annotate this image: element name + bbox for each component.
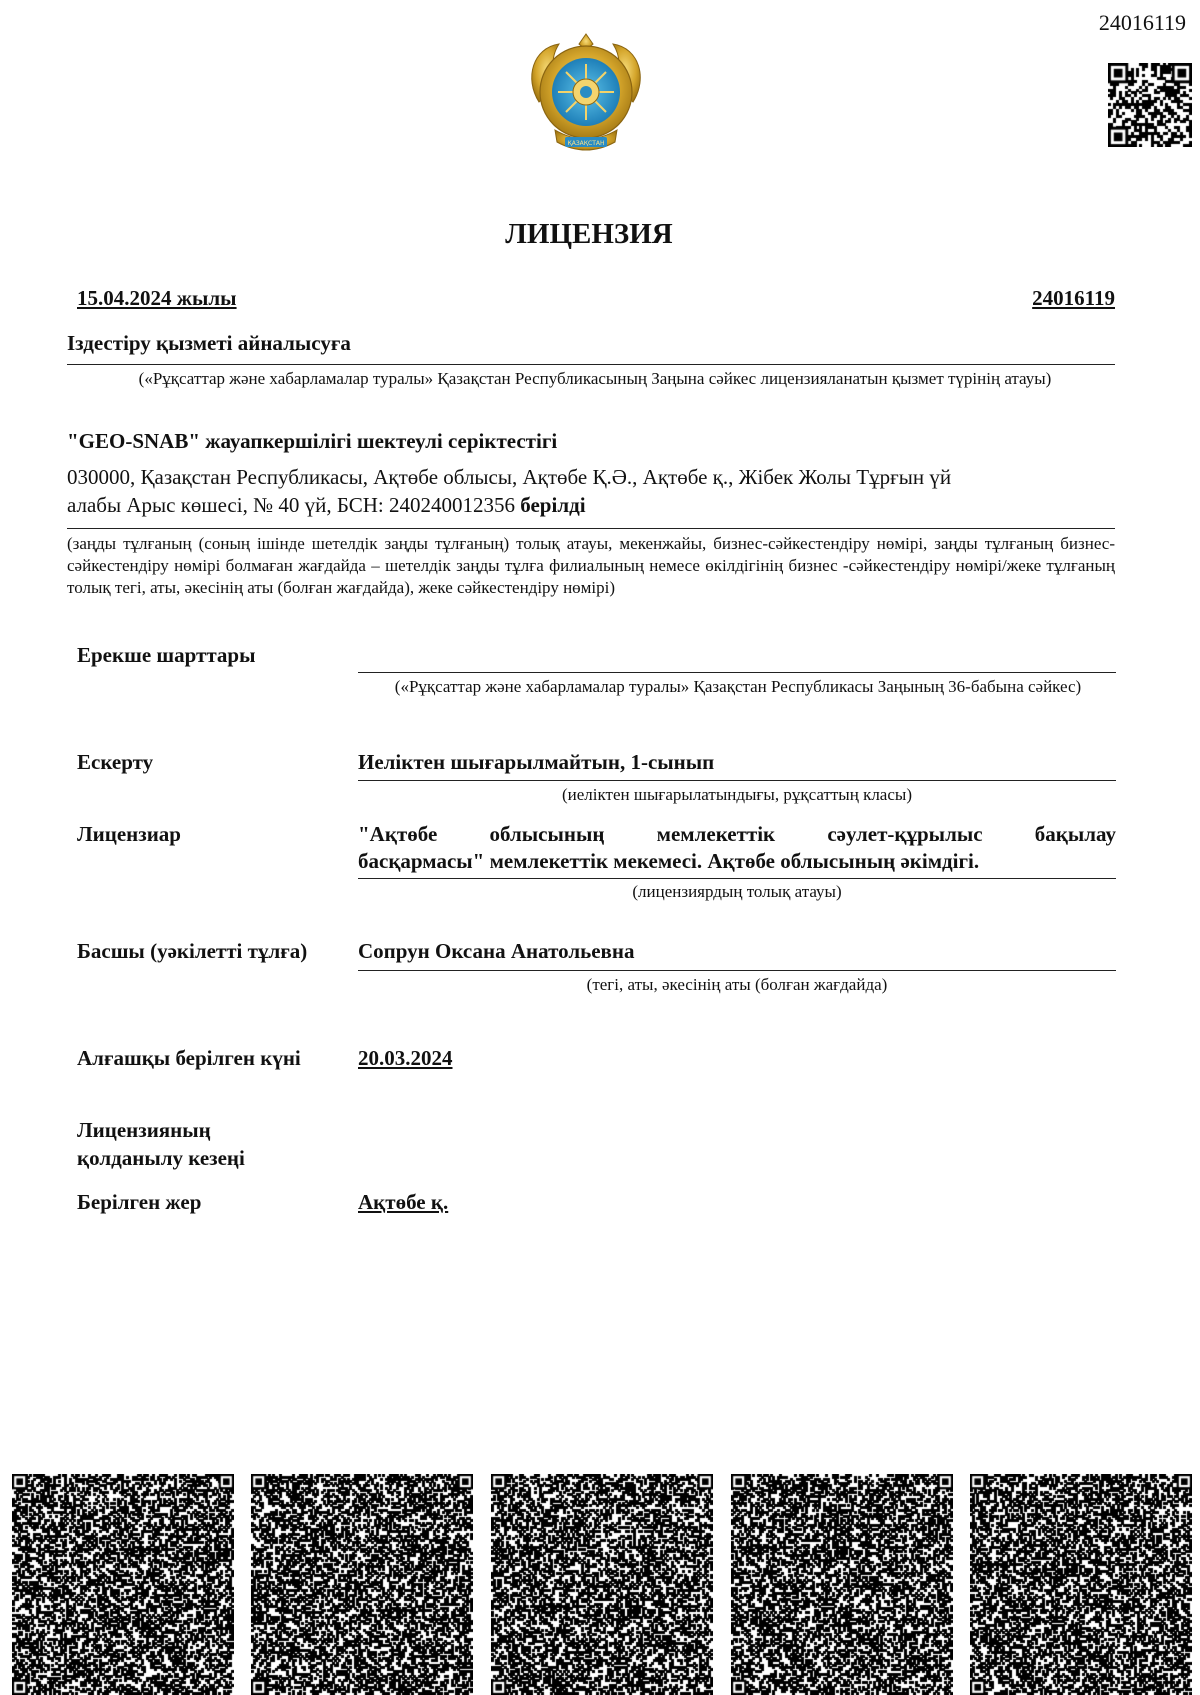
licensee-address-text: алабы Арыс көшесі, № 40 үй, БСН: 240240012356 <box>67 493 516 517</box>
bottom-qr-code <box>251 1474 473 1695</box>
licensor-label: Лицензиар <box>77 822 181 846</box>
activity-rule <box>67 364 1115 365</box>
validity-label-line2: қолданылу кезеңі <box>77 1146 245 1170</box>
head-label: Басшы (уәкілетті тұлға) <box>77 939 308 963</box>
activity-type: Іздестіру қызметі айналысуға <box>67 331 351 355</box>
place-label: Берілген жер <box>77 1190 202 1214</box>
remark-note: (иеліктен шығарылатындығы, рұқсаттың класы) <box>562 785 912 804</box>
licensee-note: (заңды тұлғаның (соның ішінде шетелдік заңды тұлғаның) толық атауы, мекенжайы, бизнес-сәйкестендіру нөмірі, заңды тұлғаның бизнес-сәйкестендіру нөмірі болмаған жағдайда – шетелдік заңды тұлға филиалының немесе өкілдігінің бизнес -сәйкестендіру нөмірі/жеке тұлғаның толық тегі, аты, әкесінің аты (болған жағдайда), жеке сәйкестендіру нөмірі) <box>67 534 1115 597</box>
corner-document-number: 24016119 <box>1098 10 1186 35</box>
special-conditions-rule <box>358 672 1116 673</box>
licensor-value-line1: "Ақтөбе облысының мемлекеттік сәулет-құрылыс бақылау <box>358 822 1116 846</box>
licensee-rule <box>67 528 1115 529</box>
first-issue-value: 20.03.2024 <box>358 1046 453 1070</box>
head-value: Сопрун Оксана Анатольевна <box>358 939 635 963</box>
bottom-qr-code <box>731 1474 953 1695</box>
special-conditions-note: («Рұқсаттар және хабарламалар туралы» Қазақстан Республикасы Заңының 36-бабына сәйкес) <box>394 677 1082 696</box>
bottom-qr-code <box>970 1474 1192 1695</box>
place-value: Ақтөбе қ. <box>358 1190 449 1214</box>
activity-note: («Рұқсаттар және хабарламалар туралы» Қазақстан Республикасының Заңына сәйкес лицензияланатын қызмет түрінің атауы) <box>138 369 1052 388</box>
licensor-value-line2: басқармасы" мемлекеттік мекемесі. Ақтөбе облысының әкімдігі. <box>358 849 980 873</box>
remark-value: Иеліктен шығарылмайтын, 1-сынып <box>358 750 715 774</box>
validity-label-line1: Лицензияның <box>77 1118 211 1142</box>
remark-label: Ескерту <box>77 750 154 774</box>
head-rule <box>358 970 1116 971</box>
license-number: 24016119 <box>1032 286 1115 310</box>
licensee-address-line1: 030000, Қазақстан Республикасы, Ақтөбе облысы, Ақтөбе Қ.Ә., Ақтөбе қ., Жібек Жолы Тұрғын үй <box>67 465 952 489</box>
bottom-qr-code <box>491 1474 713 1695</box>
licensee-address-line2 <box>67 493 586 518</box>
issued-word: берілді <box>520 493 586 517</box>
license-date: 15.04.2024 жылы <box>77 286 237 310</box>
licensor-note: (лицензиярдың толық атауы) <box>632 882 842 901</box>
special-conditions-label: Ерекше шарттары <box>77 643 256 667</box>
top-qr-code <box>1108 63 1192 147</box>
head-note: (тегі, аты, әкесінің аты (болған жағдайда) <box>586 975 888 994</box>
bottom-qr-code <box>12 1474 234 1695</box>
licensor-rule <box>358 878 1116 879</box>
licensee-name: "GEO-SNAB" жауапкершілігі шектеулі серіктестігі <box>67 429 558 453</box>
remark-rule <box>358 780 1116 781</box>
page-title: ЛИЦЕНЗИЯ <box>505 218 673 250</box>
first-issue-label: Алғашқы берілген күні <box>77 1046 301 1070</box>
emblem-banner-text: ҚАЗАҚСТАН <box>567 140 605 147</box>
state-emblem <box>519 30 653 164</box>
